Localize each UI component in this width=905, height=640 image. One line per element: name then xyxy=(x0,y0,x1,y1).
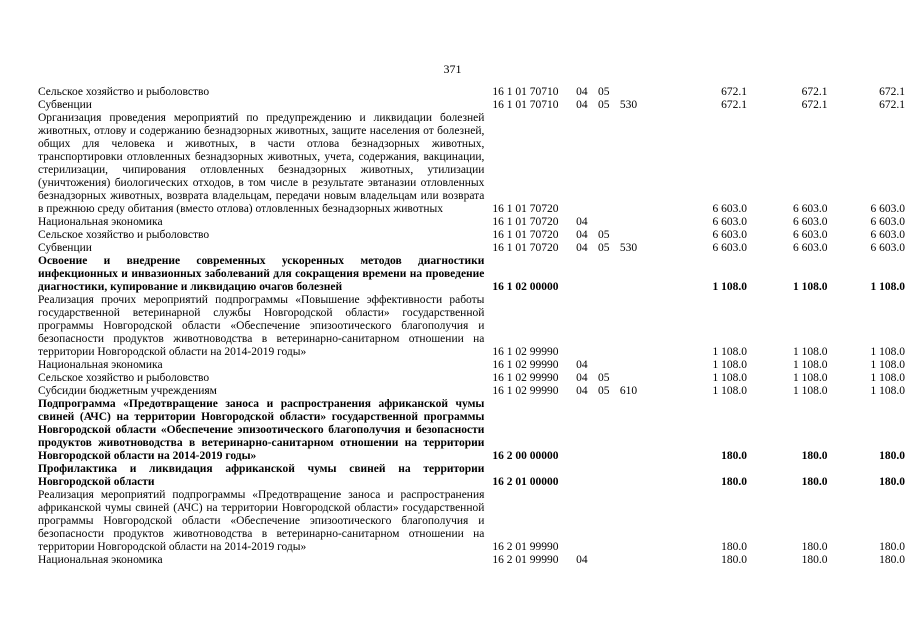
row-amount-year-1: 180.0 xyxy=(721,541,748,553)
table-row xyxy=(38,99,905,112)
row-section-code: 04 xyxy=(576,372,588,384)
row-section-code: 04 xyxy=(576,359,588,371)
row-amount-year-2: 180.0 xyxy=(801,450,828,462)
row-target-article-code: 16 2 00 00000 xyxy=(492,450,559,462)
row-subsection-code xyxy=(598,463,620,489)
row-name: Национальная экономика xyxy=(38,216,163,228)
row-amount-year-1: 1 108.0 xyxy=(712,281,748,293)
row-target-article-code: 16 2 01 99990 xyxy=(492,554,559,566)
row-name: Субвенции xyxy=(38,242,92,254)
row-section-code: 04 xyxy=(576,385,588,397)
row-name: Освоение и внедрение современных ускоренных методов диагностики инфекционных и инвазионных заболеваний для сокращения времени на проведение диагностики, купирование и ликвидацию очагов болезней xyxy=(38,255,485,293)
row-amount-year-3: 6 603.0 xyxy=(870,229,905,241)
table-row xyxy=(38,242,905,255)
row-subsection-code xyxy=(598,255,620,294)
row-amount-year-2: 1 108.0 xyxy=(792,385,828,397)
row-amount-year-3: 6 603.0 xyxy=(870,216,905,228)
row-subsection-code xyxy=(598,216,620,229)
row-expense-type-code xyxy=(620,229,666,242)
row-amount-year-3: 672.1 xyxy=(879,99,905,111)
table-row xyxy=(38,255,905,294)
row-expense-type-code xyxy=(620,112,666,216)
row-name: Субвенции xyxy=(38,99,92,111)
row-amount-year-1: 1 108.0 xyxy=(712,346,748,358)
row-target-article-code: 16 1 01 70710 xyxy=(492,99,559,111)
row-target-article-code: 16 2 01 99990 xyxy=(492,541,559,553)
row-subsection-code xyxy=(598,398,620,463)
row-amount-year-2: 6 603.0 xyxy=(792,242,828,254)
row-target-article-code: 16 1 02 99990 xyxy=(492,372,559,384)
row-name: Организация проведения мероприятий по предупреждению и ликвидации болезней животных, отлову и содержанию безнадзорных животных, защите населения от болезней, общих для человека и животных, в части отлова безнадзорных животных, транспортировки отловленных безнадзорных животных, учета, содержания, вакцинации, стерилизации, чипирования отловленных безнадзорных животных, утилизации (уничтожения) биологических отходов, в том числе в результате эвтаназии отловленных безнадзорных животных, возврата владельцам, передачи новым владельцам или возврата в прежнюю среду обитания (вместо отлова) отловленных безнадзорных животных xyxy=(38,112,485,215)
row-amount-year-1: 6 603.0 xyxy=(712,216,748,228)
row-section-code xyxy=(576,112,598,216)
row-amount-year-3: 1 108.0 xyxy=(870,372,905,384)
row-amount-year-1: 1 108.0 xyxy=(712,385,748,397)
row-subsection-code xyxy=(598,359,620,372)
row-subsection-code: 05 xyxy=(598,86,610,98)
row-target-article-code: 16 1 02 99990 xyxy=(492,346,559,358)
row-expense-type-code xyxy=(620,463,666,489)
row-amount-year-1: 6 603.0 xyxy=(712,229,748,241)
row-subsection-code xyxy=(598,294,620,359)
row-gap xyxy=(484,463,492,489)
row-amount-year-1: 180.0 xyxy=(721,476,748,488)
table-row xyxy=(38,294,905,359)
row-section-code: 04 xyxy=(576,229,588,241)
row-name: Сельское хозяйство и рыболовство xyxy=(38,229,210,241)
row-name: Профилактика и ликвидация африканской чумы свиней на территории Новгородской области xyxy=(38,463,485,488)
row-target-article-code: 16 1 01 70720 xyxy=(492,242,559,254)
row-amount-year-3: 6 603.0 xyxy=(870,242,905,254)
row-amount-year-2: 672.1 xyxy=(801,86,828,98)
row-expense-type-code xyxy=(620,554,666,567)
row-name: Сельское хозяйство и рыболовство xyxy=(38,86,210,98)
row-section-code xyxy=(576,255,598,294)
row-expense-type-code xyxy=(620,294,666,359)
row-gap xyxy=(484,385,492,398)
row-section-code: 04 xyxy=(576,554,588,566)
row-gap xyxy=(484,294,492,359)
row-section-code: 04 xyxy=(576,216,588,228)
row-subsection-code: 05 xyxy=(598,229,610,241)
row-name: Подпрограмма «Предотвращение заноса и распространения африканской чумы свиней (АЧС) на территории Новгородской области» государственной программы Новгородской области «Обеспечение эпизоотического благополучия и безопасности продуктов животноводства в ветеринарно-санитарном отношении на территории Новгородской области на 2014-2019 годы» xyxy=(38,398,485,462)
row-expense-type-code xyxy=(620,359,666,372)
row-target-article-code: 16 1 02 00000 xyxy=(492,281,559,293)
row-amount-year-2: 6 603.0 xyxy=(792,229,828,241)
row-expense-type-code xyxy=(620,86,666,99)
row-amount-year-3: 1 108.0 xyxy=(870,281,905,293)
table-row xyxy=(38,112,905,216)
row-gap xyxy=(484,359,492,372)
row-subsection-code: 05 xyxy=(598,385,610,397)
row-amount-year-2: 1 108.0 xyxy=(792,281,828,293)
table-row xyxy=(38,489,905,554)
table-row xyxy=(38,463,905,489)
row-expense-type-code xyxy=(620,489,666,554)
table-body xyxy=(38,86,905,567)
budget-table xyxy=(38,86,905,567)
row-gap xyxy=(484,229,492,242)
row-amount-year-2: 1 108.0 xyxy=(792,372,828,384)
table-row xyxy=(38,372,905,385)
row-expense-type-code xyxy=(620,372,666,385)
page-number: 371 xyxy=(443,62,462,76)
row-name: Национальная экономика xyxy=(38,554,163,566)
row-section-code xyxy=(576,489,598,554)
row-section-code: 04 xyxy=(576,242,588,254)
row-amount-year-1: 6 603.0 xyxy=(712,242,748,254)
row-gap xyxy=(484,112,492,216)
row-name: Реализация мероприятий подпрограммы «Предотвращение заноса и распространения африканской чумы свиней (АЧС) на территории Новгородской области» государственной программы Новгородской области «Обеспечение эпизоотического благополучия и безопасности продуктов животноводства в ветеринарно-санитарном отношении на территории Новгородской области на 2014-2019 годы» xyxy=(38,489,485,553)
row-amount-year-2: 180.0 xyxy=(801,476,828,488)
row-section-code xyxy=(576,294,598,359)
row-amount-year-3: 180.0 xyxy=(879,476,905,488)
row-amount-year-2: 6 603.0 xyxy=(792,203,828,215)
row-amount-year-3: 180.0 xyxy=(879,554,905,566)
row-amount-year-3: 180.0 xyxy=(879,450,905,462)
row-subsection-code: 05 xyxy=(598,242,610,254)
row-amount-year-1: 180.0 xyxy=(721,450,748,462)
row-gap xyxy=(484,372,492,385)
row-amount-year-1: 1 108.0 xyxy=(712,359,748,371)
table-row xyxy=(38,216,905,229)
row-section-code xyxy=(576,398,598,463)
table-row xyxy=(38,86,905,99)
row-amount-year-2: 1 108.0 xyxy=(792,346,828,358)
row-amount-year-1: 672.1 xyxy=(721,86,748,98)
row-target-article-code: 16 1 01 70720 xyxy=(492,216,559,228)
row-amount-year-2: 672.1 xyxy=(801,99,828,111)
row-expense-type-code: 530 xyxy=(619,242,638,254)
row-target-article-code: 16 1 01 70720 xyxy=(492,229,559,241)
row-amount-year-2: 1 108.0 xyxy=(792,359,828,371)
row-amount-year-3: 1 108.0 xyxy=(870,359,905,371)
row-amount-year-3: 672.1 xyxy=(879,86,905,98)
row-expense-type-code xyxy=(620,255,666,294)
row-name: Субсидии бюджетным учреждениям xyxy=(38,385,217,397)
row-amount-year-1: 180.0 xyxy=(721,554,748,566)
table-row xyxy=(38,229,905,242)
row-target-article-code: 16 1 02 99990 xyxy=(492,359,559,371)
row-expense-type-code xyxy=(620,398,666,463)
row-target-article-code: 16 2 01 00000 xyxy=(492,476,559,488)
row-name: Реализация прочих мероприятий подпрограммы «Повышение эффективности работы государственной ветеринарной службы Новгородской области» государственной программы Новгородской области «Обеспечение эпизоотического благополучия и безопасности продуктов животноводства в ветеринарно-санитарном отношении на территории Новгородской области на 2014-2019 годы» xyxy=(38,294,485,358)
row-name: Сельское хозяйство и рыболовство xyxy=(38,372,210,384)
row-amount-year-1: 1 108.0 xyxy=(712,372,748,384)
row-gap xyxy=(484,489,492,554)
table-row xyxy=(38,554,905,567)
row-gap xyxy=(484,216,492,229)
row-subsection-code xyxy=(598,489,620,554)
table-row xyxy=(38,385,905,398)
row-amount-year-1: 6 603.0 xyxy=(712,203,748,215)
row-amount-year-3: 1 108.0 xyxy=(870,346,905,358)
row-amount-year-3: 180.0 xyxy=(879,541,905,553)
row-subsection-code: 05 xyxy=(598,372,610,384)
row-expense-type-code xyxy=(620,216,666,229)
table-row xyxy=(38,398,905,463)
row-section-code: 04 xyxy=(576,86,588,98)
row-amount-year-2: 6 603.0 xyxy=(792,216,828,228)
row-target-article-code: 16 1 01 70710 xyxy=(492,86,559,98)
row-section-code: 04 xyxy=(576,99,588,111)
row-gap xyxy=(484,554,492,567)
row-gap xyxy=(484,99,492,112)
row-section-code xyxy=(576,463,598,489)
row-gap xyxy=(484,242,492,255)
row-subsection-code xyxy=(598,554,620,567)
row-gap xyxy=(484,86,492,99)
row-subsection-code: 05 xyxy=(598,99,610,111)
row-subsection-code xyxy=(598,112,620,216)
row-gap xyxy=(484,398,492,463)
row-amount-year-2: 180.0 xyxy=(801,554,828,566)
table-row xyxy=(38,359,905,372)
row-target-article-code: 16 1 01 70720 xyxy=(492,203,559,215)
row-target-article-code: 16 1 02 99990 xyxy=(492,385,559,397)
row-amount-year-1: 672.1 xyxy=(721,99,748,111)
row-amount-year-3: 1 108.0 xyxy=(870,385,905,397)
row-amount-year-3: 6 603.0 xyxy=(870,203,905,215)
row-expense-type-code: 530 xyxy=(619,99,638,111)
row-amount-year-2: 180.0 xyxy=(801,541,828,553)
row-expense-type-code: 610 xyxy=(619,385,638,397)
row-name: Национальная экономика xyxy=(38,359,163,371)
row-gap xyxy=(484,255,492,294)
